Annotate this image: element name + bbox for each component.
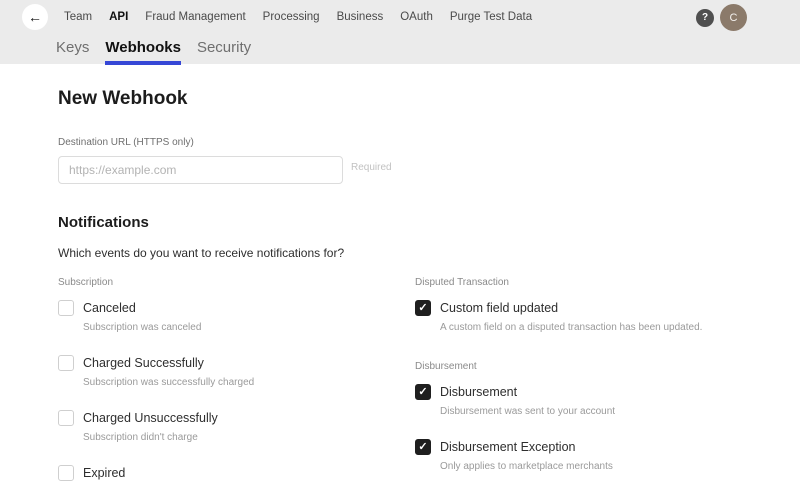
notifications-title: Notifications [58, 214, 149, 231]
back-button[interactable] [22, 4, 48, 30]
destination-url-input[interactable] [58, 156, 343, 184]
checkbox-unchecked-icon[interactable] [58, 300, 74, 316]
back-arrow-icon: ← [28, 9, 42, 25]
nav-item-team[interactable]: Team [64, 11, 93, 23]
checkbox-label: Disbursement Exception [440, 440, 576, 454]
page-header [0, 0, 800, 64]
checkbox-unchecked-icon[interactable] [58, 410, 74, 426]
group-name: Disputed Transaction [415, 277, 509, 288]
main-content [0, 64, 800, 503]
checkbox-description: A custom field on a disputed transaction has been updated. [440, 322, 703, 333]
checkbox-checked-icon[interactable] [415, 439, 431, 455]
column-right [415, 277, 800, 503]
checkbox-item-disbursement-exception[interactable] [415, 439, 800, 472]
checkbox-unchecked-icon[interactable] [58, 465, 74, 481]
checkbox-label: Custom field updated [440, 301, 559, 315]
checkbox-item-charged-successfully[interactable] [58, 355, 415, 388]
group-disputed-transaction [415, 277, 800, 333]
checkbox-label: Canceled [83, 301, 136, 315]
tab-security[interactable]: Security [196, 39, 252, 56]
required-hint: Required [351, 162, 392, 173]
checkbox-unchecked-icon[interactable] [58, 355, 74, 371]
nav-item-fraud-management[interactable]: Fraud Management [145, 11, 246, 23]
notifications-question: Which events do you want to receive notifications for? [58, 246, 345, 260]
notification-columns [58, 277, 800, 503]
group-name: Disbursement [415, 361, 477, 372]
checkbox-description: Subscription didn't charge [83, 432, 198, 443]
checkbox-description: Subscription was canceled [83, 322, 202, 333]
destination-url-label: Destination URL (HTTPS only) [58, 137, 194, 148]
nav-items [64, 11, 532, 23]
nav-item-purge-test-data[interactable]: Purge Test Data [449, 11, 533, 23]
checkbox-label: Disbursement [440, 385, 518, 399]
nav-item-processing[interactable]: Processing [262, 11, 320, 23]
nav-item-api[interactable]: API [109, 11, 129, 23]
checkbox-description: Only applies to marketplace merchants [440, 461, 613, 472]
checkbox-description: Subscription was successfully charged [83, 377, 255, 388]
page-title: New Webhook [58, 88, 188, 109]
nav-right [696, 4, 747, 31]
checkbox-item-disbursement[interactable] [415, 384, 800, 417]
group-name: Subscription [58, 277, 114, 288]
group-subscription [58, 277, 415, 481]
nav-item-oauth[interactable]: OAuth [400, 11, 433, 23]
group-disbursement [415, 361, 800, 472]
nav-item-business[interactable]: Business [336, 11, 384, 23]
tab-keys[interactable]: Keys [56, 39, 90, 56]
tab-bar [56, 39, 800, 65]
checkbox-description: Disbursement was sent to your account [440, 406, 616, 417]
checkbox-checked-icon[interactable] [415, 384, 431, 400]
checkbox-item-custom-field-updated[interactable] [415, 300, 800, 333]
column-left [58, 277, 415, 503]
destination-url-group [58, 137, 800, 184]
tab-webhooks[interactable]: Webhooks [105, 39, 181, 65]
checkbox-label: Expired [83, 466, 126, 480]
top-navigation [0, 0, 800, 30]
checkbox-item-canceled[interactable] [58, 300, 415, 333]
avatar[interactable]: C [720, 4, 747, 31]
checkbox-item-charged-unsuccessfully[interactable] [58, 410, 415, 443]
checkbox-item-expired[interactable] [58, 465, 415, 481]
checkbox-label: Charged Unsuccessfully [83, 411, 218, 425]
checkbox-label: Charged Successfully [83, 356, 204, 370]
checkbox-checked-icon[interactable] [415, 300, 431, 316]
help-icon[interactable]: ? [696, 9, 714, 27]
